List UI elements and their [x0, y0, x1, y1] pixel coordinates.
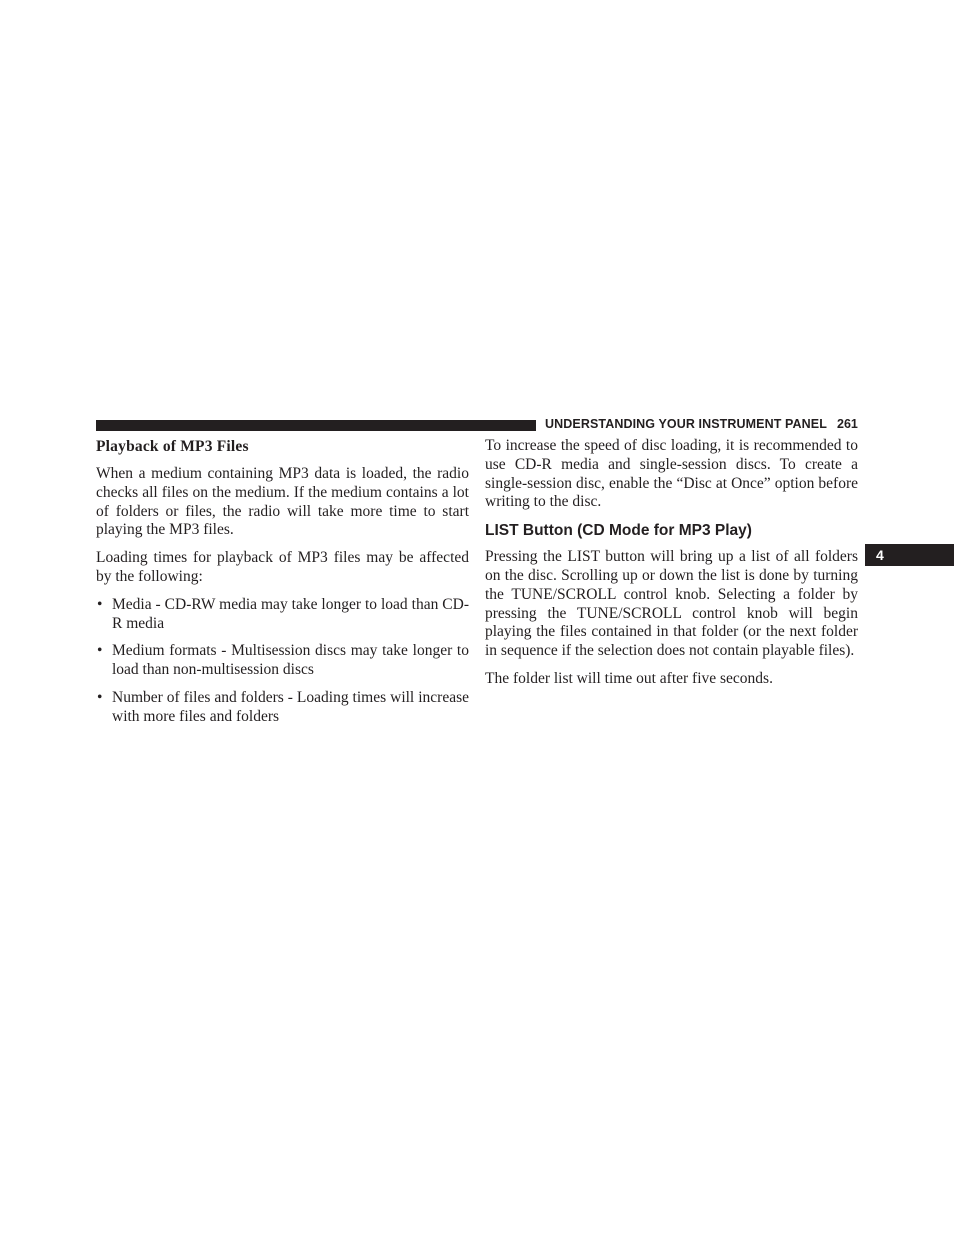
header-rule [96, 420, 536, 431]
chapter-tab: 4 [865, 544, 954, 566]
list-item-text: Media - CD-RW media may take longer to load than CD-R media [112, 595, 469, 632]
mp3-loading-paragraph: When a medium containing MP3 data is loaded, the radio checks all files on the medium. If the medium contains a lot of folders or files, the radio will take more time to start playing the MP3 files. [96, 465, 469, 539]
page-number: 261 [837, 417, 858, 431]
bullet-icon: • [97, 595, 103, 613]
left-column [96, 437, 469, 736]
folder-timeout-paragraph: The folder list will time out after five seconds. [485, 669, 773, 687]
list-item [96, 596, 469, 634]
bullet-icon: • [97, 688, 103, 706]
list-button-paragraph: Pressing the LIST button will bring up a list of all folders on the disc. Scrolling up or down the list is done by turning the TUNE/SCROLL control knob. Selecting a folder by pressing the TUNE/SCROLL control knob will begin playing the files contained in that folder (or the next folder in sequence if the selection does not contain playable files). [485, 548, 858, 660]
bullet-icon: • [97, 642, 103, 660]
list-item-text: Medium formats - Multisession discs may take longer to load than non-multisession discs [112, 642, 469, 679]
running-header-title: UNDERSTANDING YOUR INSTRUMENT PANEL [545, 417, 827, 431]
right-column [485, 437, 858, 698]
list-button-heading: LIST Button (CD Mode for MP3 Play) [485, 522, 752, 540]
loading-times-paragraph: Loading times for playback of MP3 files may be affected by the following: [96, 549, 469, 585]
list-item [96, 689, 469, 727]
loading-factors-list [96, 596, 469, 727]
mp3-playback-heading: Playback of MP3 Files [96, 438, 249, 455]
disc-speed-paragraph: To increase the speed of disc loading, it is recommended to use CD-R media and single-session discs. To create a single-session disc, enable the “Disc at Once” option before writing to the disc. [485, 437, 858, 511]
list-item-text: Number of files and folders - Loading times will increase with more files and folders [112, 688, 469, 725]
list-item [96, 642, 469, 680]
